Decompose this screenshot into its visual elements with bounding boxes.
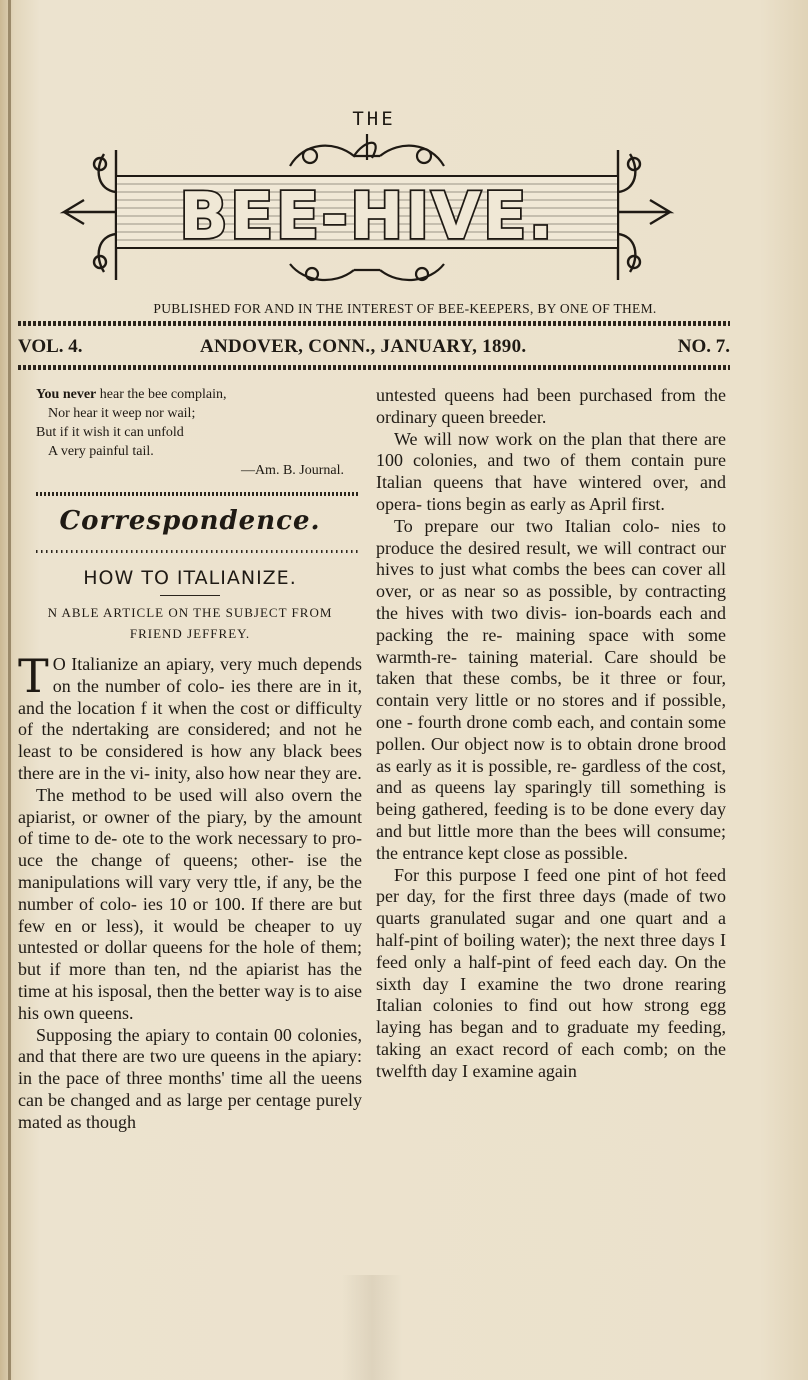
article-title: HOW TO ITALIANIZE. <box>83 567 297 589</box>
left-column <box>18 385 362 1134</box>
dash-rule-bottom <box>18 365 730 370</box>
paper-fold-shadow <box>342 1275 402 1380</box>
paragraph-3: Supposing the apiary to contain 00 colonies, and that there are two ure queens in the apiary: in the pace of three months' time all the ueens can be changed and as large per centage purely mated as though <box>18 1024 362 1132</box>
subhead-line-1: N ABLE ARTICLE ON THE SUBJECT FROM <box>47 605 333 620</box>
poem-lead: You never <box>36 387 97 402</box>
volume-label: VOL. 4. <box>18 336 83 357</box>
poem <box>18 385 362 480</box>
paragraph-r1: untested queens had been purchased from the ordinary queen breeder. <box>376 385 726 427</box>
paragraph-1 <box>18 649 362 785</box>
dash-rule-top <box>18 321 730 326</box>
paragraph-2: The method to be used will also overn the apiarist, or owner of the piary, by the amount of time to de- ote to the work necessary to pro- uce the change of queens; other- ise the manipulations will vary very ttle, if any, be the number of colo- ies 10 or 100. If there are but few en or less), it would be cheaper to uy untested or dollar queens for the hole of them; but if more than ten, nd the apiarist has the time at his isposal, then the better way is to aise his own queens. <box>18 784 362 1023</box>
subhead-line-2: FRIEND JEFFREY. <box>129 626 251 641</box>
publisher-line: PUBLISHED FOR AND IN THE INTEREST OF BEE-KEEPERS, BY ONE OF THEM. <box>153 301 657 316</box>
title-rule <box>160 595 220 596</box>
poem-line-2: Nor hear it weep nor wail; <box>48 406 196 421</box>
drop-cap: T <box>18 649 49 703</box>
masthead-the: THE <box>352 108 396 130</box>
poem-line-4: A very painful tail. <box>48 444 154 459</box>
article-body-right <box>376 385 726 1083</box>
paragraph-r2: We will now work on the plan that there are 100 colonies, and two of them contain pure Italian queens that have wintered over, and opera- tions begin as early as April first. <box>376 428 726 514</box>
masthead-area <box>0 0 808 380</box>
issue-info-row <box>18 336 730 360</box>
paragraph-r4: For this purpose I feed one pint of hot feed per day, for the first three days (made of two quarts granulated sugar and one quart and a half-pint of boiling water); the next three days I feed only a half-pint of feed each day. On the sixth day I examine the two drone rearing Italian colonies to find out how strong egg laying has began and to graduate my feeding, taking an exact record of each comb; on the twelfth day I examine again <box>376 864 726 1081</box>
right-column <box>376 385 726 1083</box>
bee-hive-masthead-logo <box>54 130 680 290</box>
poem-source: —Am. B. Journal. <box>240 463 344 478</box>
place-date: ANDOVER, CONN., JANUARY, 1890. <box>200 336 527 357</box>
poem-line-1: hear the bee complain, <box>96 387 227 402</box>
article-body-left <box>18 649 362 1134</box>
paragraph-1-text: O Italianize an apiary, very much depends on the number of colo- ies there are in it, and the location f it when the cost or difficulty of the ndertaking are considered; and not he least to be considered is how any black bees there are in the vi- inity, also how near they are. <box>18 654 362 783</box>
poem-line-3: But if it wish it can unfold <box>36 425 184 440</box>
issue-number: NO. 7. <box>677 336 730 357</box>
masthead-title: BEE-HIVE. <box>179 180 555 254</box>
dot-rule <box>36 550 358 553</box>
paragraph-r3: To prepare our two Italian colo- nies to produce the desired result, we will contract our hives to just what combs the bees can cover all over, or as near so as possible, by contracting the hives with two divis- ion-boards each and packing the re- maining space with some warmth-re- taining material. Care should be taken that these combs, be it three or four, contain very little or no stores and if possible, one - fourth drone comb each, and contain some pollen. Our object now is to obtain drone brood as early as it is possible, re- gardless of the cost, and as queens lay sparingly till something is being gathered, feeding is to be done every day and but little more than the bees will consume; the entrance kept close as possible. <box>376 515 726 863</box>
section-title: Correspondence. <box>59 506 321 536</box>
section-rule <box>36 492 358 496</box>
article-subhead <box>18 602 362 644</box>
